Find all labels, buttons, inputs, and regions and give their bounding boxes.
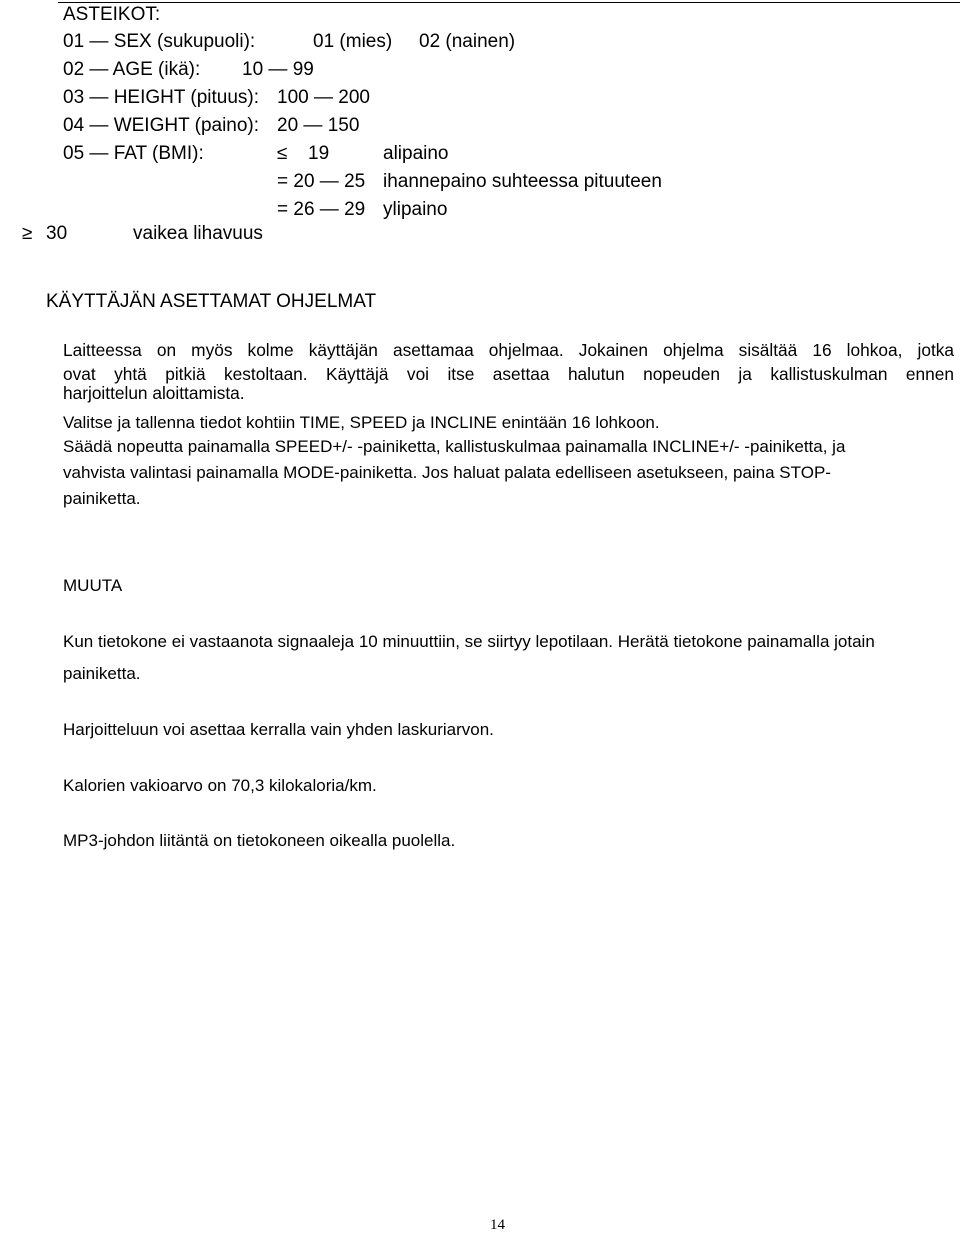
scale-value-weight: 20 — 150 [277,115,360,136]
adjust-line-3: painiketta. [63,489,141,508]
fat-range-overweight: = 26 — 29 [277,199,366,220]
fat-range-underweight: 19 [308,143,330,164]
fat-label-overweight: ylipaino [383,199,448,220]
fat-symbol-ge: ≥ [22,223,33,244]
fat-symbol-le: ≤ [277,143,288,164]
other-heading: MUUTA [63,576,123,595]
scale-code-sex: 01 — SEX (sukupuoli): [63,31,256,52]
fat-label-obese: vaikea lihavuus [133,223,263,244]
fat-label-underweight: alipaino [383,143,449,164]
scale-value-sex-male: 01 (mies) [313,31,393,52]
user-programs-heading: KÄYTTÄJÄN ASETTAMAT OHJELMAT [46,291,377,312]
fat-label-ideal: ihannepaino suhteessa pituuteen [383,171,662,192]
intro-line-2: ovat yhtä pitkiä kestoltaan. Käyttäjä voi itse asettaa halutun nopeuden ja kallistuskulman ennen [63,364,954,384]
adjust-line-2: vahvista valintasi painamalla MODE-painiketta. Jos haluat palata edelliseen asetukseen, paina STOP- [63,463,831,482]
select-instruction: Valitse ja tallenna tiedot kohtiin TIME, SPEED ja INCLINE enintään 16 lohkoon. [63,413,660,432]
scales-heading: ASTEIKOT: [63,4,161,25]
scale-code-weight: 04 — WEIGHT (paino): [63,115,260,136]
adjust-line-1: Säädä nopeutta painamalla SPEED+/- -painiketta, kallistuskulmaa painamalla INCLINE+/- -painiketta, ja [63,437,846,456]
top-rule [58,2,960,3]
fat-range-ideal: = 20 — 25 [277,171,366,192]
intro-line-1: Laitteessa on myös kolme käyttäjän asettamaa ohjelmaa. Jokainen ohjelma sisältää 16 lohkoa, jotka [63,340,954,360]
intro-line-3: harjoittelun aloittamista. [63,383,245,403]
mp3-note: MP3-johdon liitäntä on tietokoneen oikealla puolella. [63,831,456,850]
calorie-note: Kalorien vakioarvo on 70,3 kilokaloria/km. [63,776,377,795]
page-number: 14 [490,1217,505,1233]
sleep-line-1: Kun tietokone ei vastaanota signaaleja 10 minuuttiin, se siirtyy lepotilaan. Herätä tietokone painamalla jotain [63,632,875,651]
scale-code-height: 03 — HEIGHT (pituus): [63,87,260,108]
scale-value-sex-female: 02 (nainen) [419,31,516,52]
scale-value-age: 10 — 99 [242,59,314,80]
user-programs-intro [63,338,954,405]
scale-code-fat: 05 — FAT (BMI): [63,143,204,164]
scale-code-age: 02 — AGE (ikä): [63,59,201,80]
sleep-line-2: painiketta. [63,664,141,683]
counter-note: Harjoitteluun voi asettaa kerralla vain yhden laskuriarvon. [63,720,494,739]
fat-range-obese: 30 [46,223,68,244]
scale-value-height: 100 — 200 [277,87,370,108]
